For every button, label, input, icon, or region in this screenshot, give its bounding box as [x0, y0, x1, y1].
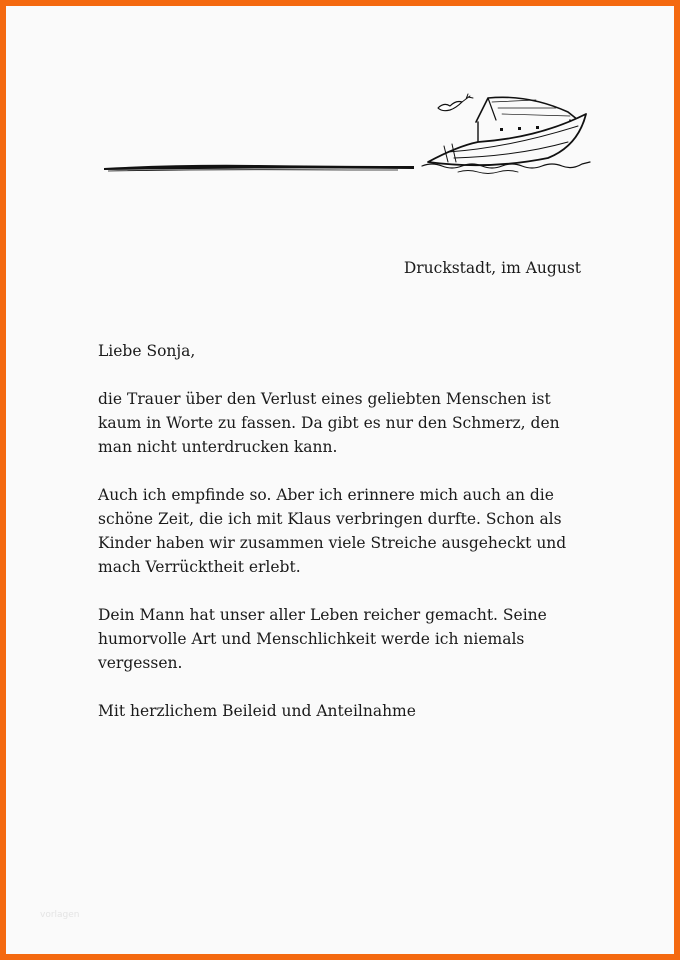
paragraph-2: Auch ich empfinde so. Aber ich erinnere mich auch an die schöne Zeit, die ich mit Klaus verbringen durfte. Schon als Kinder haben wir zusammen viele Streiche ausgeheckt und mach Verrücktheit erlebt.	[98, 486, 567, 576]
letter-body	[98, 339, 588, 747]
watermark: vorlagen	[40, 910, 80, 920]
decorative-brush-line	[98, 156, 418, 176]
noahs-ark-icon	[418, 86, 594, 178]
place-date: Druckstadt, im August	[403, 259, 581, 277]
paragraph-3: Dein Mann hat unser aller Leben reicher gemacht. Seine humorvolle Art und Menschlichkeit werde ich niemals vergessen.	[98, 606, 547, 672]
paragraph-1: die Trauer über den Verlust eines geliebten Menschen ist kaum in Worte zu fassen. Da gibt es nur den Schmerz, den man nicht unterdrucken kann.	[98, 390, 560, 456]
salutation: Liebe Sonja,	[98, 342, 196, 360]
letter-page	[6, 6, 674, 954]
closing: Mit herzlichem Beileid und Anteilnahme	[98, 702, 416, 720]
